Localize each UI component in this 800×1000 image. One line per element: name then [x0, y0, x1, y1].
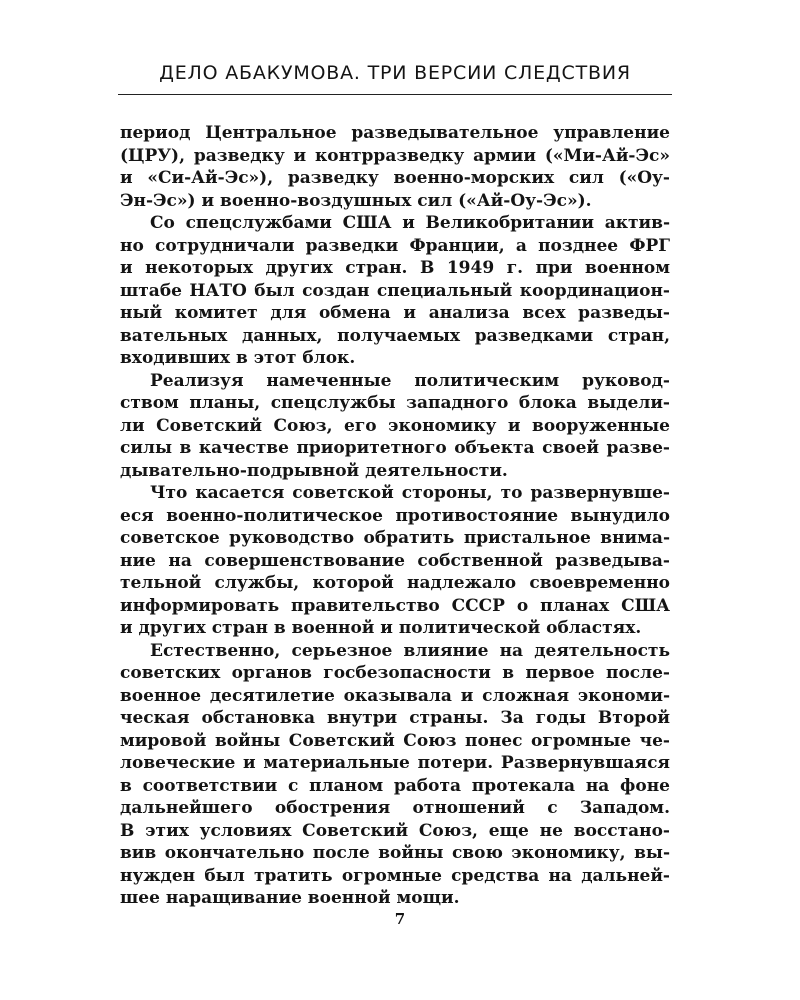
header-rule [118, 94, 672, 95]
text-line: штабе НАТО был создан специальный координацион- [120, 280, 670, 301]
text-line: Реализуя намеченные политическим руковод- [150, 370, 670, 391]
text-line: и «Си-Ай-Эс»), разведку военно-морских сил («Оу- [120, 168, 670, 188]
text-line: ние на совершенствование собственной разведыва- [120, 550, 670, 571]
running-head: ДЕЛО АБАКУМОВА. ТРИ ВЕРСИИ СЛЕДСТВИЯ [159, 62, 631, 84]
text-line: дальнейшего обострения отношений с Западом. [120, 798, 670, 818]
text-line: шее наращивание военной мощи. [120, 888, 460, 908]
text-line: Со спецслужбами США и Великобритании актив- [150, 213, 670, 233]
text-line: тельной службы, которой надлежало своевременно [120, 573, 670, 593]
text-line: Естественно, серьезное влияние на деятельность [150, 640, 670, 661]
text-line: еся военно-политическое противостояние вынудило [120, 505, 670, 526]
text-line: ством планы, спецслужбы западного блока выдели- [120, 393, 670, 413]
text-line: вив окончательно после войны свою экономику, вы- [120, 843, 670, 863]
text-line: (ЦРУ), разведку и контрразведку армии («Ми-Ай-Эс» [120, 145, 670, 166]
text-line: силы в качестве приоритетного объекта своей разве- [120, 438, 670, 458]
text-line: но сотрудничали разведки Франции, а позднее ФРГ [120, 235, 670, 256]
text-line: Что касается советской стороны, то развернувше- [150, 483, 670, 503]
text-line: вательных данных, получаемых разведками стран, [120, 325, 670, 346]
text-line: Эн-Эс») и военно-воздушных сил («Ай-Оу-Эс»). [120, 190, 592, 211]
text-line: советское руководство обратить пристальное внима- [120, 528, 670, 548]
text-line: советских органов госбезопасности в первое после- [120, 663, 670, 683]
text-line: период Центральное разведывательное управление [120, 123, 670, 143]
text-line: ли Советский Союз, его экономику и вооруженные [120, 415, 670, 436]
text-line: ческая обстановка внутри страны. За годы Второй [120, 708, 670, 728]
text-line: в соответствии с планом работа протекала на фоне [120, 775, 670, 796]
page-number: 7 [394, 910, 406, 928]
text-line: мировой войны Советский Союз понес огромные че- [120, 730, 670, 751]
text-line: информировать правительство СССР о планах США [120, 595, 670, 616]
text-line: дывательно-подрывной деятельности. [120, 460, 508, 481]
text-line: ловеческие и материальные потери. Развернувшаяся [120, 753, 670, 773]
body-text [120, 122, 670, 910]
text-line: ный комитет для обмена и анализа всех разведы- [120, 303, 670, 323]
text-line: военное десятилетие оказывала и сложная экономи- [120, 685, 670, 706]
text-line: В этих условиях Советский Союз, еще не восстано- [120, 820, 670, 841]
text-line: нужден был тратить огромные средства на дальней- [120, 865, 670, 886]
text-line: и некоторых других стран. В 1949 г. при военном [120, 258, 670, 278]
text-line: и других стран в военной и политической областях. [120, 618, 642, 638]
text-line: входивших в этот блок. [120, 348, 356, 368]
